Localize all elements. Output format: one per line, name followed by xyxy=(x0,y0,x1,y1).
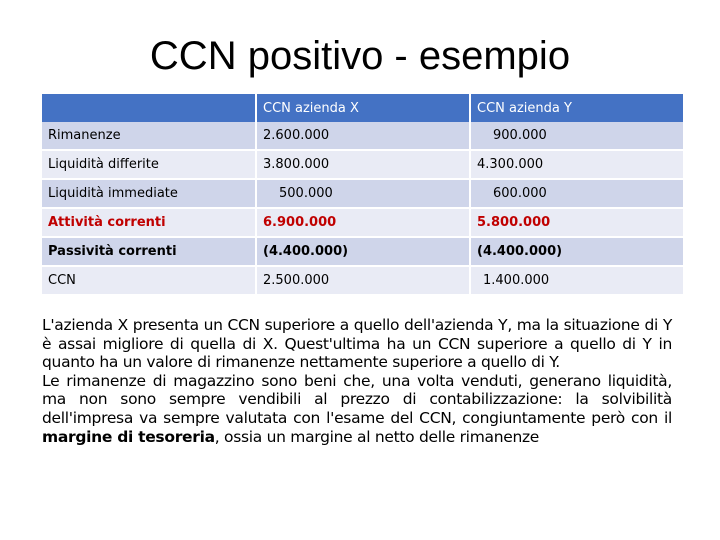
table-row xyxy=(42,122,684,150)
value-azienda-x: 2.600.000 xyxy=(256,122,470,150)
table-header-empty xyxy=(42,94,256,122)
value-azienda-y: 900.000 xyxy=(470,122,684,150)
page-title: CCN positivo - esempio xyxy=(149,34,571,78)
value-azienda-y: 600.000 xyxy=(470,179,684,208)
table-row xyxy=(42,150,684,179)
paragraph-2 xyxy=(42,372,672,446)
paragraph-2-part-2: , ossia un margine al netto delle rimanenze xyxy=(214,427,540,446)
value-azienda-x: (4.400.000) xyxy=(256,237,470,266)
row-label: Liquidità differite xyxy=(42,150,256,179)
row-label: CCN xyxy=(42,266,256,295)
paragraph-1: L'azienda X presenta un CCN superiore a quello dell'azienda Y, ma la situazione di Y è assai migliore di quella di X. Quest'ultima ha un CCN superiore a quello di Y in quanto ha un valore di rimanenze nettamente superiore a quello di Y. xyxy=(42,316,672,372)
value-azienda-x: 6.900.000 xyxy=(256,208,470,237)
table-header-azienda-x: CCN azienda X xyxy=(256,94,470,122)
row-label: Passività correnti xyxy=(42,237,256,266)
explanation-text xyxy=(42,316,672,446)
table-header-row xyxy=(42,94,684,122)
row-label: Liquidità immediate xyxy=(42,179,256,208)
value-azienda-y: (4.400.000) xyxy=(470,237,684,266)
value-azienda-y: 1.400.000 xyxy=(470,266,684,295)
table-row xyxy=(42,208,684,237)
table-row xyxy=(42,179,684,208)
paragraph-2-part-1: Le rimanenze di magazzino sono beni che, una volta venduti, generano liquidità, ma non sono sempre vendibili al prezzo di contabilizzazione: la solvibilità dell'impresa va sempre valutata con l'esame del CCN, congiuntamente però con il xyxy=(42,371,672,427)
value-azienda-y: 5.800.000 xyxy=(470,208,684,237)
value-azienda-x: 2.500.000 xyxy=(256,266,470,295)
table-row xyxy=(42,266,684,295)
value-azienda-x: 500.000 xyxy=(256,179,470,208)
margine-di-tesoreria-term: margine di tesoreria xyxy=(42,427,215,446)
table-row xyxy=(42,237,684,266)
row-label: Rimanenze xyxy=(42,122,256,150)
ccn-table xyxy=(42,94,685,296)
row-label: Attività correnti xyxy=(42,208,256,237)
value-azienda-x: 3.800.000 xyxy=(256,150,470,179)
value-azienda-y: 4.300.000 xyxy=(470,150,684,179)
table-header-azienda-y: CCN azienda Y xyxy=(470,94,684,122)
